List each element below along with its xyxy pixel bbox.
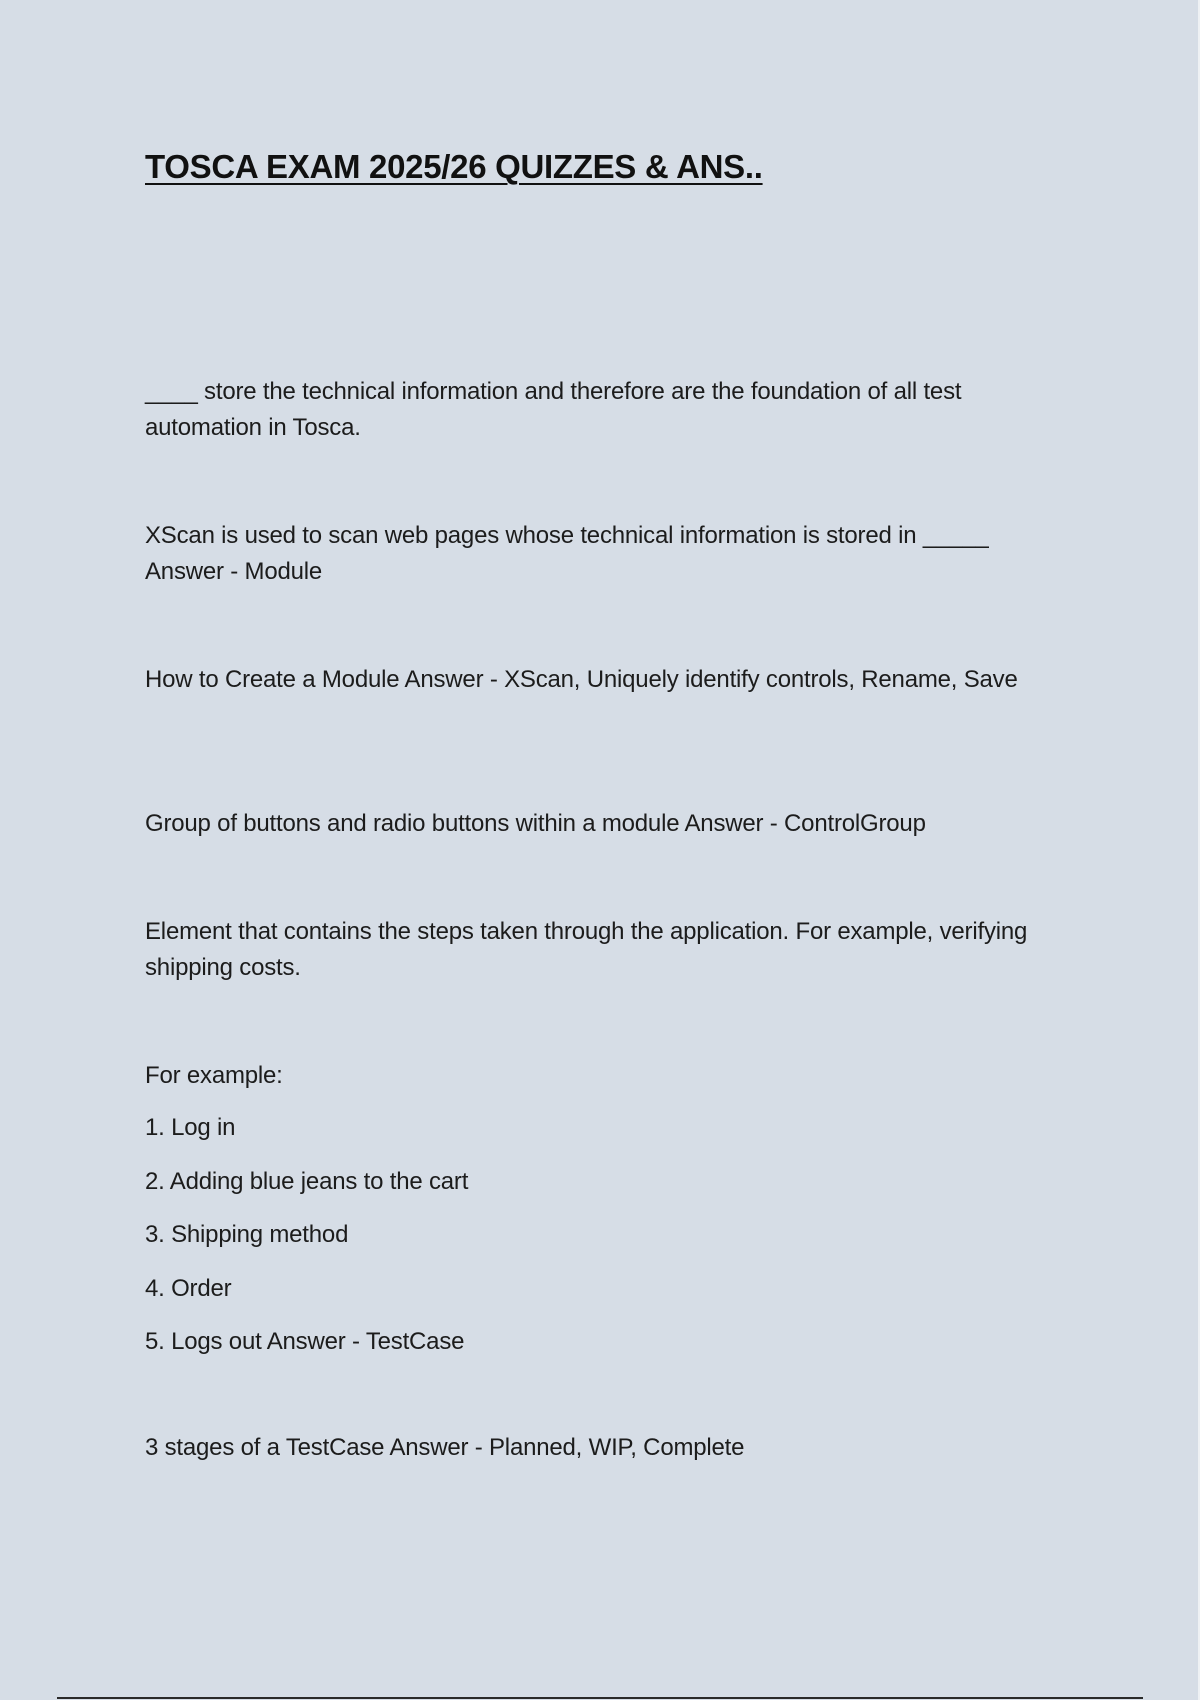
question-testcase-element: Element that contains the steps taken through the application. For example, verifying shipping costs. (145, 918, 1028, 981)
footer-divider (57, 1697, 1143, 1699)
list-item: 4. Order (145, 1274, 232, 1302)
question-xscan: XScan is used to scan web pages whose technical information is stored in _____ Answer - Module (145, 522, 989, 585)
question-testcase-stages: 3 stages of a TestCase Answer - Planned, WIP, Complete (145, 1434, 745, 1461)
for-example-label: For example: (145, 1062, 283, 1089)
example-steps-list (145, 1110, 468, 1378)
list-item: 2. Adding blue jeans to the cart (145, 1167, 469, 1195)
question-create-module: How to Create a Module Answer - XScan, Uniquely identify controls, Rename, Save (145, 666, 1018, 693)
list-item: 1. Log in (145, 1114, 236, 1141)
question-technical-information: ____ store the technical information and therefore are the foundation of all test automation in Tosca. (145, 378, 962, 441)
question-control-group: Group of buttons and radio buttons within a module Answer - ControlGroup (145, 810, 926, 837)
document-title: TOSCA EXAM 2025/26 QUIZZES & ANS.. (145, 148, 763, 185)
list-item: 5. Logs out Answer - TestCase (145, 1328, 465, 1355)
list-item: 3. Shipping method (145, 1221, 349, 1248)
